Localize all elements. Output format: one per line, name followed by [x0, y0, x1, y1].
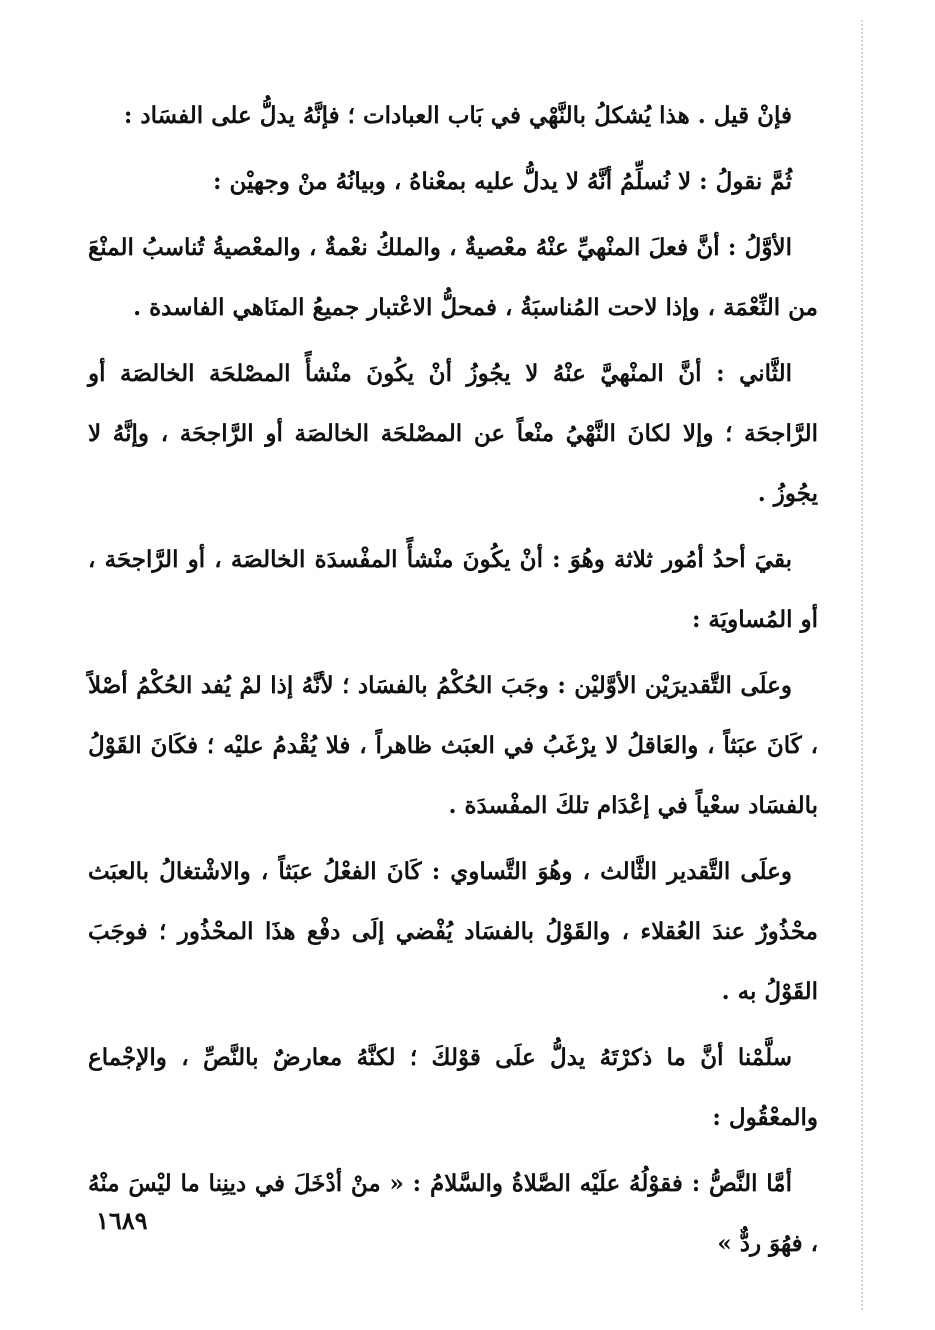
paragraph-counter-argument: سلَّمْنا أنَّ ما ذكرْتَهُ يدلُّ علَى قوْلكَ ؛ لكنَّهُ معارضٌ بالنَّصِّ ، والإجْماع والمعْقُول :	[88, 1044, 818, 1131]
paragraph-text-evidence: أمَّا النَّصُّ : فقوْلُهُ علَيْه الصَّلاةُ والسَّلامُ : « منْ أدْخَلَ في دينِنا ما ليْسَ منْهُ ، فهُوَ ردٌّ »	[88, 1170, 818, 1257]
paragraph-objection: فإنْ قيل . هذا يُشكلُ بالنَّهْي في بَاب العبادات ؛ فإنَّهُ يدلُّ على الفسَاد :	[123, 102, 792, 129]
paragraph-three-matters: بقيَ أحدُ أمُور ثلاثة وهُوَ : أنْ يكُونَ منْشأً المفْسدَة الخالصَة ، أو الرَّاجحَة ، أو المُساويَة :	[88, 546, 818, 633]
page-number: ١٦٨٩	[96, 1206, 148, 1235]
arabic-text-body	[88, 86, 818, 1274]
paragraph-second-aspect: الثَّاني : أنَّ المنْهيَّ عنْهُ لا يجُوزُ أنْ يكُونَ منْشأً المصْلحَة الخالصَة أو الرَّاجحَة ؛ وإلا لكانَ النَّهْيُ منْعاً عن المصْلحَة الخالصَة أو الرَّاجحَة ، وإنَّهُ لا يجُوزُ .	[88, 360, 818, 507]
paragraph-response-intro: ثُمَّ نقولُ : لا نُسلِّمُ أنَّهُ لا يدلُّ عليه بمعْناهُ ، وبيانُهُ منْ وجهيْن :	[212, 168, 792, 195]
paragraph-first-two-cases: وعلَى التَّقديرَيْن الأوَّليْن : وجَبَ الحُكْمُ بالفسَاد ؛ لأنَّهُ إذا لمْ يُفد الحُكْمُ أصْلاً ، كَانَ عبَثاً ، والعَاقلُ لا يرْغَبُ في العبَث ظاهراً ، فلا يُقْدمُ عليْه ؛ فكَانَ القَوْلُ بالفسَاد سعْياً في إعْدَام تلكَ المفْسدَة .	[88, 672, 818, 819]
paragraph-first-aspect: الأوَّلُ : أنَّ فعلَ المنْهيِّ عنْهُ معْصيةٌ ، والملكُ نعْمةٌ ، والمعْصيةُ تُناسبُ المنْعَ من النِّعْمَة ، وإذا لاحت المُناسبَةُ ، فمحلُّ الاعْتبار جميعُ المنَاهي الفاسدة .	[88, 234, 818, 321]
scan-edge-divider	[859, 20, 863, 1310]
paragraph-third-case: وعلَى التَّقدير الثَّالث ، وهُوَ التَّساوي : كَانَ الفعْلُ عبَثاً ، والاشْتغالُ بالعبَث محْذُورٌ عندَ العُقلاء ، والقَوْلُ بالفسَاد يُفْضي إلَى دفْع هذَا المحْذُور ؛ فوجَبَ القَوْلُ به .	[88, 858, 818, 1005]
